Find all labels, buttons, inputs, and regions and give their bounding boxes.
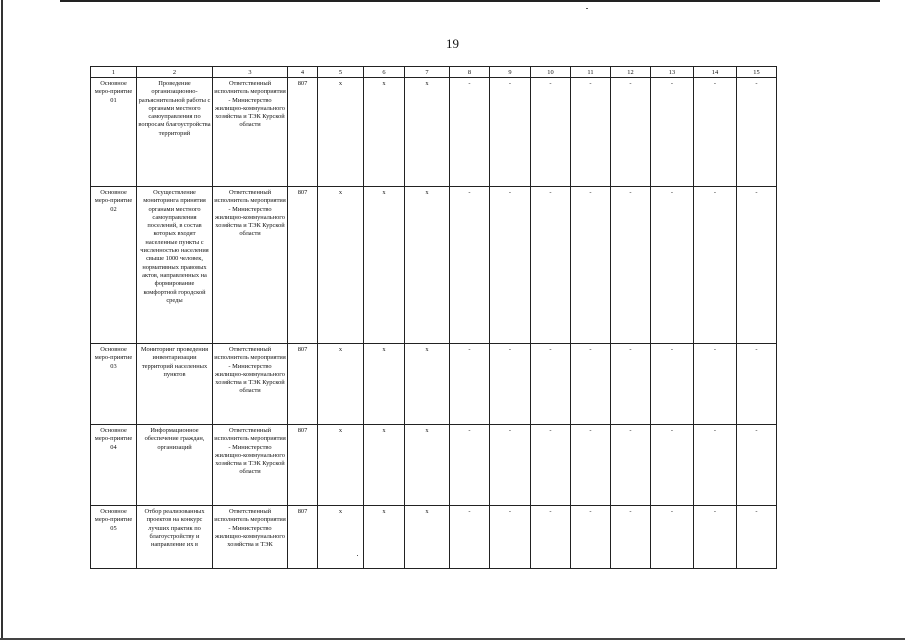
value-cell: - (611, 187, 651, 344)
value-cell: - (531, 78, 571, 187)
value-cell: - (571, 78, 611, 187)
code-cell: 807 (288, 506, 318, 569)
code-cell: 807 (288, 78, 318, 187)
code-cell: 807 (288, 425, 318, 506)
value-cell: - (737, 187, 777, 344)
value-cell: - (490, 506, 531, 569)
value-cell: x (364, 506, 405, 569)
value-cell: x (318, 506, 364, 569)
value-cell: - (571, 344, 611, 425)
value-cell: x (364, 344, 405, 425)
column-header: 3 (213, 67, 288, 78)
page-number: 19 (446, 36, 459, 51)
value-cell: - (450, 78, 490, 187)
value-cell: - (737, 344, 777, 425)
value-cell: x (364, 425, 405, 506)
value-cell: x (405, 187, 450, 344)
column-header: 9 (490, 67, 531, 78)
table-row (91, 425, 777, 506)
value-cell: x (318, 344, 364, 425)
column-header: 2 (137, 67, 213, 78)
column-header: 11 (571, 67, 611, 78)
value-cell: - (450, 187, 490, 344)
value-cell: x (364, 78, 405, 187)
event-cell: Основное меро-приятие 01 (91, 78, 137, 187)
column-header: 1 (91, 67, 137, 78)
value-cell: x (364, 187, 405, 344)
value-cell: - (450, 506, 490, 569)
value-cell: - (490, 425, 531, 506)
value-cell: - (694, 187, 737, 344)
column-header: 4 (288, 67, 318, 78)
value-cell: - (531, 187, 571, 344)
column-header: 8 (450, 67, 490, 78)
column-header: 14 (694, 67, 737, 78)
value-cell: x (318, 425, 364, 506)
value-cell: - (450, 344, 490, 425)
value-cell: - (737, 78, 777, 187)
value-cell: - (531, 425, 571, 506)
column-header: 13 (651, 67, 694, 78)
event-cell: Основное меро-приятие 03 (91, 344, 137, 425)
value-cell: x (405, 506, 450, 569)
value-cell: - (651, 344, 694, 425)
executor-cell: Ответственный исполнитель мероприятия - Министерство жилищно-коммунального хозяйства и ТЭК Курской области (213, 425, 288, 506)
value-cell: - (611, 425, 651, 506)
executor-cell: Ответственный исполнитель мероприятия - Министерство жилищно-коммунального хозяйства и ТЭК Курской области (213, 344, 288, 425)
events-table (90, 66, 777, 569)
event-cell: Основное меро-приятие 04 (91, 425, 137, 506)
value-cell: - (531, 344, 571, 425)
code-cell: 807 (288, 187, 318, 344)
value-cell: - (531, 506, 571, 569)
table-row (91, 187, 777, 344)
executor-cell: Ответственный исполнитель мероприятия - Министерство жилищно-коммунального хозяйства и ТЭК (213, 506, 288, 569)
value-cell: - (694, 78, 737, 187)
title-cell: Информационное обеспечение граждан, организаций (137, 425, 213, 506)
value-cell: - (571, 506, 611, 569)
event-cell: Основное меро-приятие 05 (91, 506, 137, 569)
scan-speck (586, 8, 588, 9)
page-edge-left (1, 0, 3, 640)
executor-cell: Ответственный исполнитель мероприятия - Министерство жилищно-коммунального хозяйства и ТЭК Курской области (213, 78, 288, 187)
value-cell: x (318, 78, 364, 187)
value-cell: - (490, 344, 531, 425)
column-header: 10 (531, 67, 571, 78)
value-cell: x (318, 187, 364, 344)
column-header: 12 (611, 67, 651, 78)
column-header: 7 (405, 67, 450, 78)
value-cell: - (450, 425, 490, 506)
value-cell: x (405, 78, 450, 187)
value-cell: - (737, 506, 777, 569)
table-header-row (91, 67, 777, 78)
value-cell: - (611, 78, 651, 187)
value-cell: - (651, 425, 694, 506)
value-cell: - (571, 187, 611, 344)
title-cell: Отбор реализованных проектов на конкурс лучших практик по благоустройству и направление их в (137, 506, 213, 569)
table-row (91, 506, 777, 569)
value-cell: - (651, 506, 694, 569)
value-cell: - (611, 344, 651, 425)
value-cell: - (490, 187, 531, 344)
table-row (91, 78, 777, 187)
title-cell: Мониторинг проведения инвентаризации территорий населенных пунктов (137, 344, 213, 425)
value-cell: - (651, 187, 694, 344)
executor-cell: Ответственный исполнитель мероприятия - Министерство жилищно-коммунального хозяйства и ТЭК Курской области (213, 187, 288, 344)
value-cell: x (405, 425, 450, 506)
value-cell: - (571, 425, 611, 506)
value-cell: - (490, 78, 531, 187)
title-cell: Проведение организационно-разъяснительной работы с органами местного самоуправления по вопросам благоустройства территорий (137, 78, 213, 187)
value-cell: - (737, 425, 777, 506)
code-cell: 807 (288, 344, 318, 425)
value-cell: - (611, 506, 651, 569)
event-cell: Основное меро-приятие 02 (91, 187, 137, 344)
column-header: 5 (318, 67, 364, 78)
value-cell: - (694, 344, 737, 425)
page-edge-top (60, 0, 880, 2)
scan-speck (357, 555, 358, 556)
table-row (91, 344, 777, 425)
value-cell: - (651, 78, 694, 187)
value-cell: - (694, 506, 737, 569)
title-cell: Осуществление мониторинга принятия органами местного самоуправления поселений, в состав которых входят населенные пункты с численностью населения свыше 1000 человек, нормативных правовых актов, направленных на формирование комфортной городской среды (137, 187, 213, 344)
value-cell: x (405, 344, 450, 425)
column-header: 6 (364, 67, 405, 78)
column-header: 15 (737, 67, 777, 78)
value-cell: - (694, 425, 737, 506)
